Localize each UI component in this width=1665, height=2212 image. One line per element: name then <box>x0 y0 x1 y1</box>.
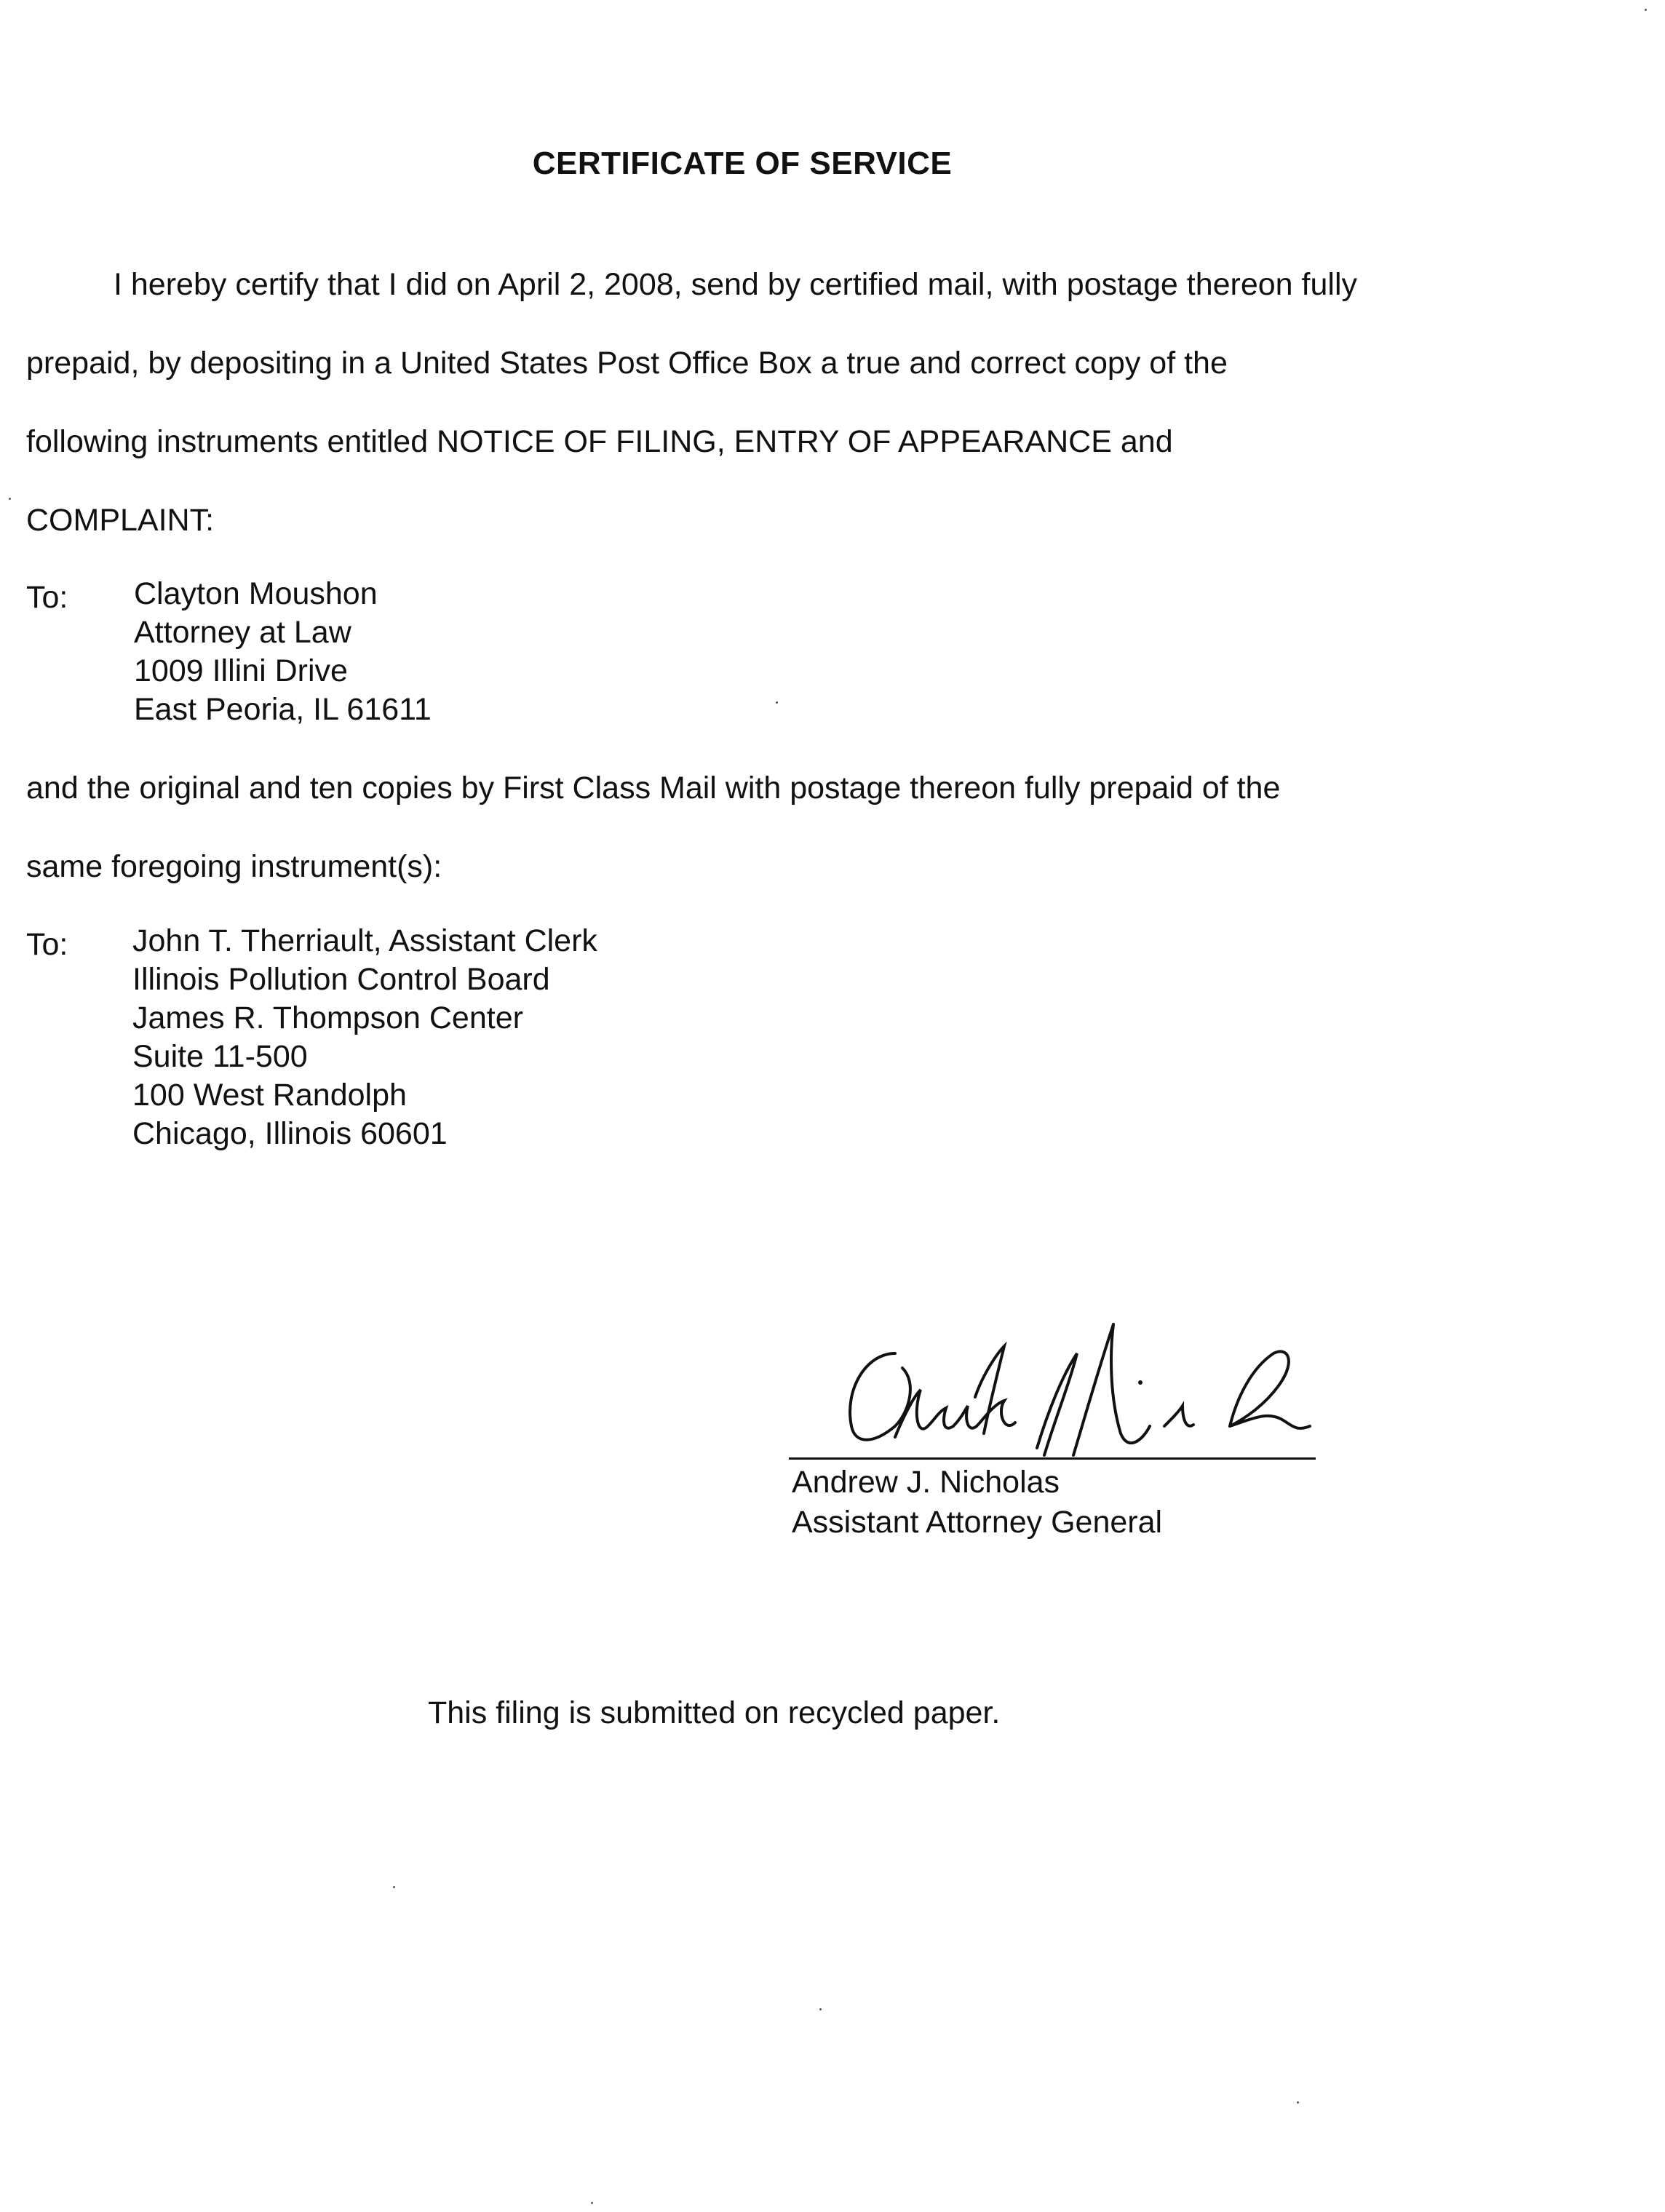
recipient-2-line: Suite 11-500 <box>132 1039 308 1074</box>
scan-speck <box>1645 9 1647 11</box>
recipient-2-line: John T. Therriault, Assistant Clerk <box>132 923 597 958</box>
paragraph-1-line-4: COMPLAINT: <box>26 503 215 538</box>
recipient-2-line: James R. Thompson Center <box>132 1000 523 1035</box>
paragraph-2-line-1: and the original and ten copies by First Class Mail with postage thereon fully prepaid of the <box>26 771 1281 805</box>
handwritten-signature <box>786 1310 1324 1463</box>
scan-speck <box>776 701 778 704</box>
document-title: CERTIFICATE OF SERVICE <box>532 146 953 181</box>
recipient-2-line: 100 West Randolph <box>132 1078 407 1113</box>
recipient-1-line: East Peoria, IL 61611 <box>134 692 432 727</box>
recipient-2-label: To: <box>26 927 68 962</box>
paragraph-1-line-2: prepaid, by depositing in a United States Post Office Box a true and correct copy of the <box>26 346 1228 381</box>
paragraph-2-line-2: same foregoing instrument(s): <box>26 849 442 884</box>
recipient-1-label: To: <box>26 580 68 615</box>
recipient-1-line: 1009 Illini Drive <box>134 653 348 688</box>
signature-block <box>792 1463 1162 1543</box>
paragraph-1-line-1: I hereby certify that I did on April 2, 2008, send by certified mail, with postage thereon fully <box>114 267 1357 302</box>
recipient-2-address <box>132 922 597 1153</box>
recipient-2-line: Illinois Pollution Control Board <box>132 962 550 997</box>
scan-speck <box>9 498 11 500</box>
signature-line <box>789 1457 1316 1460</box>
recipient-2-line: Chicago, Illinois 60601 <box>132 1116 448 1151</box>
recycled-paper-note: This filing is submitted on recycled paper. <box>428 1695 1001 1730</box>
signer-name: Andrew J. Nicholas <box>792 1465 1060 1500</box>
scan-speck <box>819 2008 822 2010</box>
recipient-1-line: Clayton Moushon <box>134 576 378 611</box>
paragraph-1-line-3: following instruments entitled NOTICE OF FILING, ENTRY OF APPEARANCE and <box>26 424 1173 459</box>
recipient-1-address <box>134 575 432 729</box>
scan-speck <box>1297 2101 1299 2104</box>
recipient-1-line: Attorney at Law <box>134 615 351 650</box>
scan-speck <box>393 1886 395 1888</box>
scan-speck <box>591 2202 593 2204</box>
signer-role: Assistant Attorney General <box>792 1505 1163 1540</box>
